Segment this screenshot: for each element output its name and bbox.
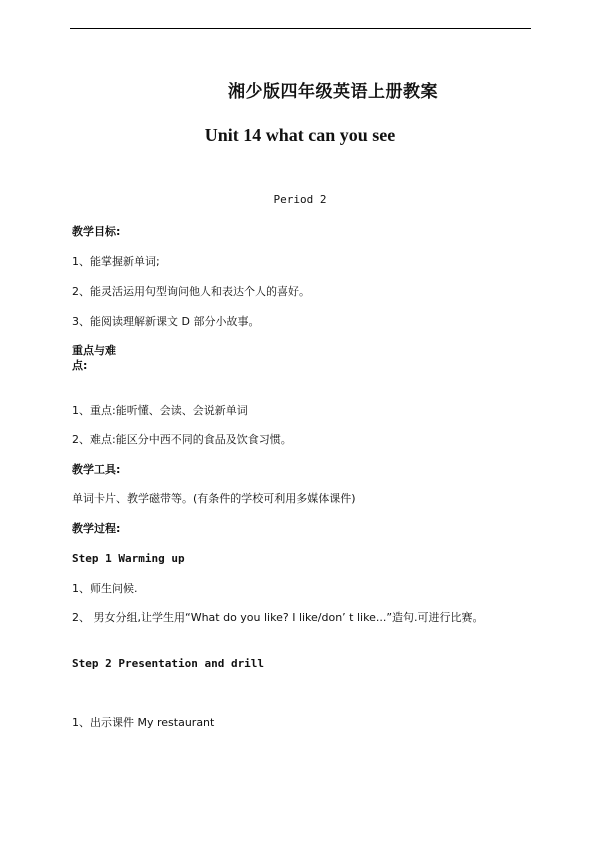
key-points-heading-line2: 点: [72,359,88,372]
tools-heading: 教学工具: [72,463,121,476]
key-point-2: 2、难点:能区分中西不同的食品及饮食习惯。 [72,433,292,446]
goal-item-3: 3、能阅读理解新课文 D 部分小故事。 [72,315,260,328]
step2-item-1: 1、出示课件 My restaurant [72,716,215,729]
step1-heading: Step 1 Warming up [72,552,185,565]
goals-heading: 教学目标: [72,225,121,238]
process-heading: 教学过程: [72,522,121,535]
goal-item-2: 2、能灵活运用句型询问他人和表达个人的喜好。 [72,285,310,298]
step1-item-2: 2、 男女分组,让学生用“What do you like? I like/don’ t like...”造句.可进行比赛。 [72,611,484,624]
tools-text: 单词卡片、教学磁带等。(有条件的学校可利用多媒体课件) [72,492,356,505]
key-point-1: 1、重点:能听懂、会读、会说新单词 [72,404,248,417]
unit-title: Unit 14 what can you see [204,125,396,145]
goal-item-1: 1、能掌握新单词; [72,255,160,268]
step2-heading: Step 2 Presentation and drill [72,657,265,670]
header-rule [70,28,531,29]
document-title: 湘少版四年级英语上册教案 [228,82,438,102]
key-points-heading-line1: 重点与难 [72,344,116,357]
step1-item-1: 1、师生问候. [72,582,138,595]
period-label: Period 2 [273,193,327,206]
